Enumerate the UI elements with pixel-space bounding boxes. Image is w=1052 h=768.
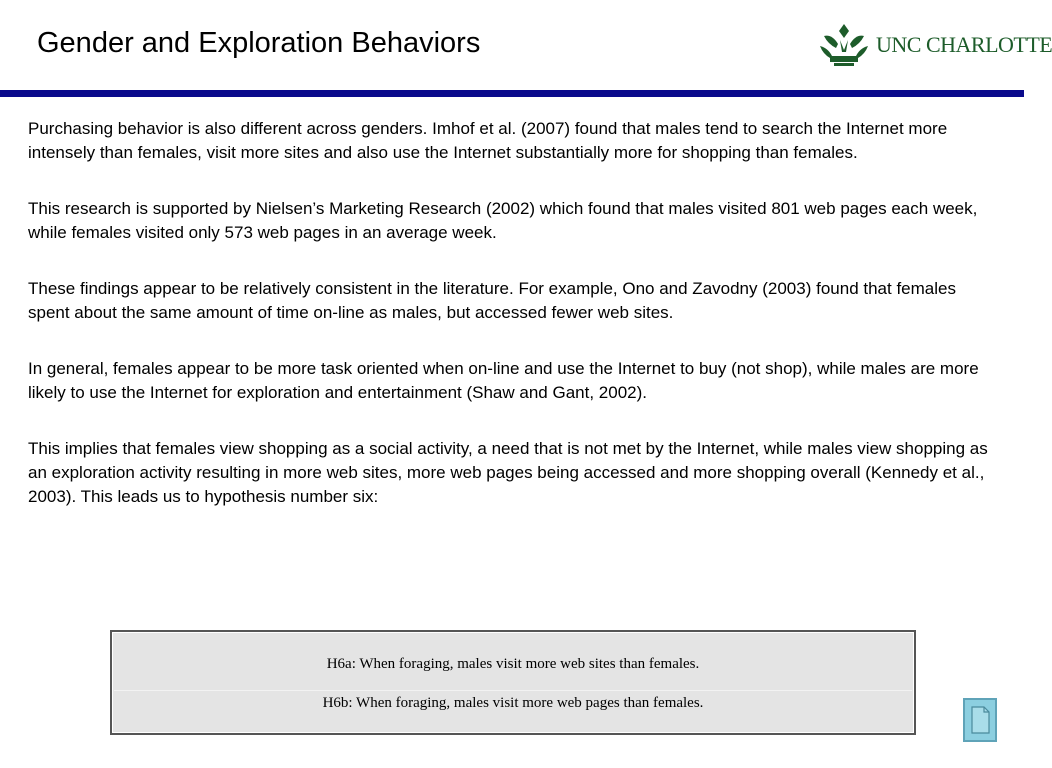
hypothesis-h6a: H6a: When foraging, males visit more web sites than females.: [326, 656, 700, 672]
header-divider: [0, 90, 1024, 97]
paragraph: In general, females appear to be more task oriented when on-line and use the Internet to buy (not shop), while males are more likely to use the Internet for exploration and entertainment (Shaw and Gant, 2002).: [28, 359, 979, 402]
hypotheses-box: [110, 630, 916, 735]
hypothesis-h6b: H6b: When foraging, males visit more web pages than females.: [322, 695, 704, 711]
paragraph: This research is supported by Nielsen’s Marketing Research (2002) which found that males visited 801 web pages each week, while females visited only 573 web pages in an average week.: [28, 199, 978, 242]
hypothesis-separator: [114, 690, 912, 691]
paragraph: These findings appear to be relatively consistent in the literature. For example, Ono and Zavodny (2003) found that females spent about the same amount of time on-line as males, but accessed fewer web sites.: [28, 279, 956, 322]
logo-wordmark: UNC CHARLOTTE: [876, 32, 1052, 57]
document-icon: [965, 700, 995, 740]
slide-title: Gender and Exploration Behaviors: [37, 27, 481, 59]
document-button[interactable]: [963, 698, 997, 742]
paragraph: This implies that females view shopping as a social activity, a need that is not met by the Internet, while males view shopping as an exploration activity resulting in more web sites, more web pages being accessed and more shopping overall (Kennedy et al., 2003). This leads us to hypothesis number six:: [28, 439, 988, 506]
body-text: [28, 117, 988, 541]
crown-logo-icon: [818, 22, 870, 68]
unc-charlotte-logo: [818, 22, 1052, 68]
paragraph: Purchasing behavior is also different across genders. Imhof et al. (2007) found that males tend to search the Internet more intensely than females, visit more sites and also use the Internet substantially more for shopping than females.: [28, 119, 948, 162]
